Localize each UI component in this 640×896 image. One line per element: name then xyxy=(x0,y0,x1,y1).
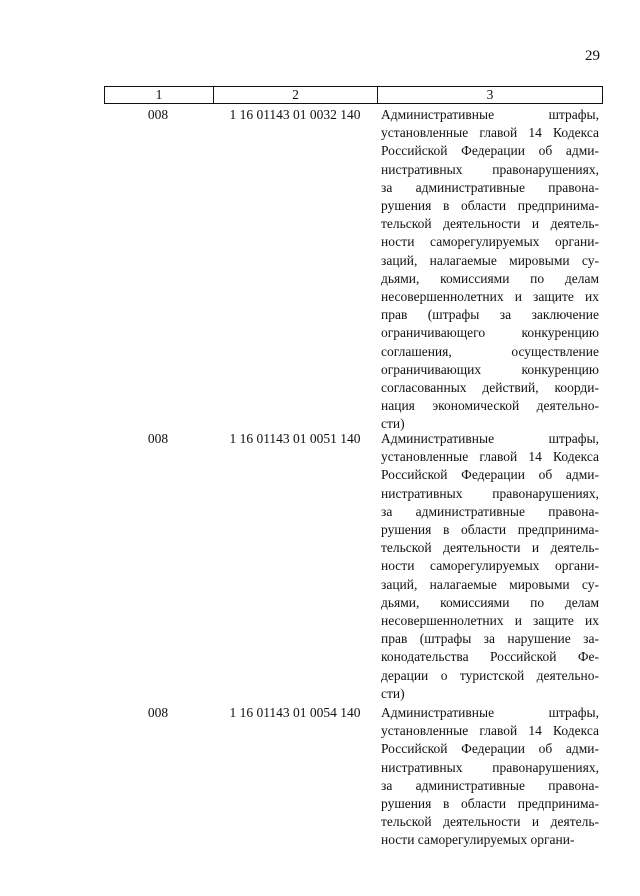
description-line: за административные правона- xyxy=(381,179,599,195)
description-line: рушения в области предпринима- xyxy=(381,522,599,538)
description-line: тельской деятельности и деятель- xyxy=(381,814,599,830)
description-cell xyxy=(381,106,599,434)
page-number: 29 xyxy=(585,48,600,64)
description-line: за административные правона- xyxy=(381,503,599,519)
column-header-3: 3 xyxy=(486,87,494,102)
description-line: ограничивающего конкуренцию xyxy=(381,325,599,341)
description-line: рушения в области предпринима- xyxy=(381,198,599,214)
description-cell xyxy=(381,704,599,850)
description-line: согласованных действий, коорди- xyxy=(381,380,599,396)
description-line: Административные штрафы, xyxy=(381,705,599,720)
admin-code-cell: 008 xyxy=(147,431,169,446)
column-header-1: 1 xyxy=(105,87,214,103)
description-line: ограничивающих конкуренцию xyxy=(381,361,599,377)
description-line: установленные главой 14 Кодекса xyxy=(381,449,599,465)
budget-classification-code-cell: 1 16 01143 01 0054 140 xyxy=(229,705,361,720)
description-line: конодательства Российской Фе- xyxy=(381,649,599,665)
description-line: Российской Федерации об адми- xyxy=(381,143,599,159)
description-line: нация экономической деятельно- xyxy=(381,398,599,414)
admin-code-cell: 008 xyxy=(147,107,169,122)
table-header-row xyxy=(104,86,603,104)
description-line: нистративных правонарушениях, xyxy=(381,759,599,775)
description-cell xyxy=(381,430,599,703)
description-line: несовершеннолетних и защите их xyxy=(381,289,599,305)
description-line: несовершеннолетних и защите их xyxy=(381,613,599,629)
description-line: нистративных правонарушениях, xyxy=(381,161,599,177)
description-line: соглашения, осуществление xyxy=(381,343,599,359)
budget-classification-code-cell: 1 16 01143 01 0032 140 xyxy=(229,107,361,122)
description-line: нистративных правонарушениях, xyxy=(381,485,599,501)
description-line: прав (штрафы за заключение xyxy=(381,307,599,323)
budget-classification-code-cell: 1 16 01143 01 0051 140 xyxy=(229,431,361,446)
description-line: за административные правона- xyxy=(381,777,599,793)
description-line: сти) xyxy=(381,416,405,432)
description-line: Российской Федерации об адми- xyxy=(381,467,599,483)
description-line: заций, налагаемые мировыми су- xyxy=(381,252,599,268)
description-line: Административные штрафы, xyxy=(381,107,599,122)
description-line: Административные штрафы, xyxy=(381,431,599,446)
description-line: дьями, комиссиями по делам xyxy=(381,270,599,286)
description-line: ности саморегулируемых органи- xyxy=(381,832,575,848)
column-header-2: 2 xyxy=(214,87,378,103)
description-line: заций, налагаемые мировыми су- xyxy=(381,576,599,592)
description-line: тельской деятельности и деятель- xyxy=(381,540,599,556)
description-line: ности саморегулируемых органи- xyxy=(381,558,599,574)
description-line: дерации о туристской деятельно- xyxy=(381,667,599,683)
description-line: рушения в области предпринима- xyxy=(381,796,599,812)
description-line: ности саморегулируемых органи- xyxy=(381,234,599,250)
admin-code-cell: 008 xyxy=(147,705,169,720)
description-line: установленные главой 14 Кодекса xyxy=(381,723,599,739)
description-line: сти) xyxy=(381,685,405,701)
description-line: дьями, комиссиями по делам xyxy=(381,594,599,610)
description-line: прав (штрафы за нарушение за- xyxy=(381,631,599,647)
description-line: Российской Федерации об адми- xyxy=(381,741,599,757)
description-line: установленные главой 14 Кодекса xyxy=(381,125,599,141)
description-line: тельской деятельности и деятель- xyxy=(381,216,599,232)
